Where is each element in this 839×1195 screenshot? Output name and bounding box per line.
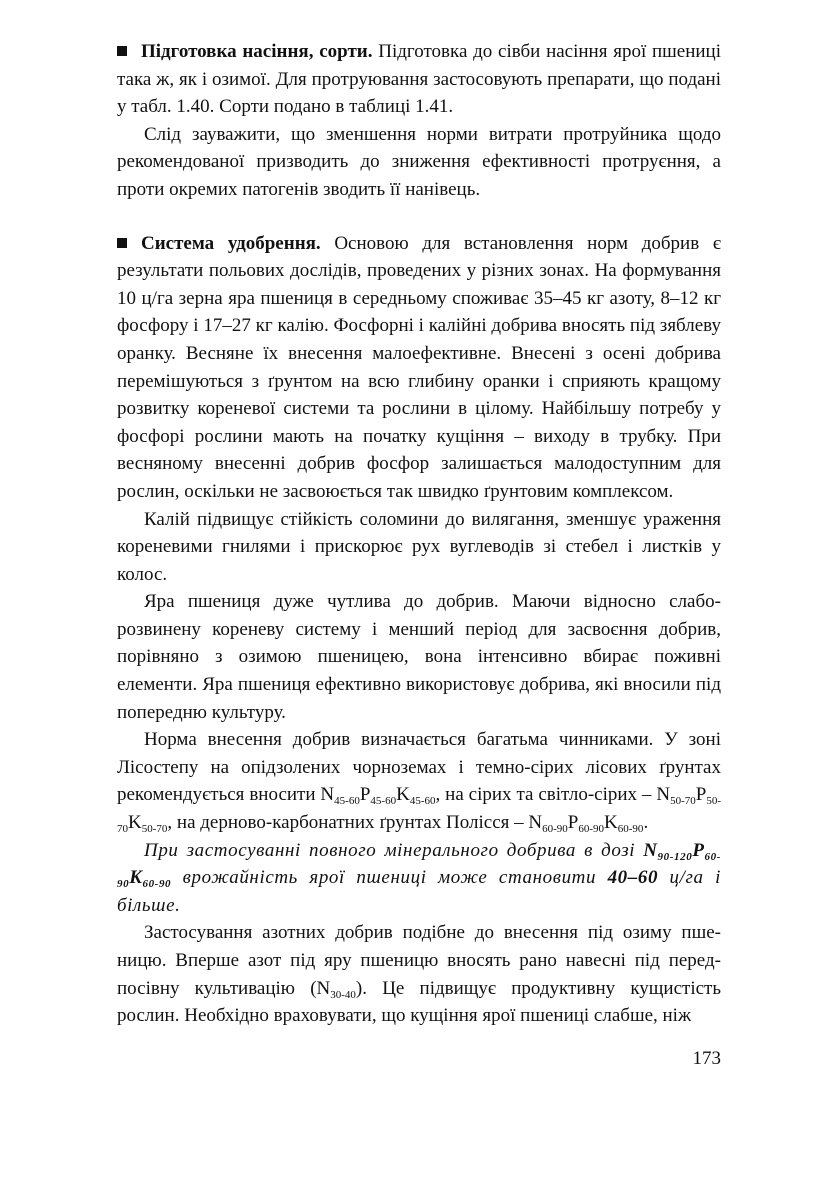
paragraph-nitrogen: Застосування азотних добрив подібне до внесення під озиму пшеницю. Вперше азот під яру пшеницю вносять рано навесні під передпосівну культивацію $(N_{30-40})$. Це підвищує продуктивну кущистість рослин. Необхідно враховувати, що кущіння ярої пшениці слабше, ніж [117,922,722,1027]
paragraph-italic-yield: При застосуванні повного мінерального добрива в дозі $N_{90-120}P_{60-90}K_{60-90}$ врожайність ярої пшениці може становити 40–60 ц/га і більше. [117,839,721,916]
square-bullet-icon [117,46,127,56]
section-heading: Підготовка насіння, сорти. [141,41,373,62]
page-body [117,38,721,1030]
paragraph-text: Підготовка до сівби насіння ярої пшениці така ж, як і озимої. Для протруювання застосовують препарати, що подані у табл. 1.40. Сорти подано в таблиці 1.41. [117,41,721,118]
section-heading: Система удобрення. [141,232,321,254]
section-seed-preparation [117,38,721,121]
square-bullet-icon [117,238,127,248]
paragraph-potassium: Калій підвищує стійкість соломини до вилягання, зменшує ураження кореневими гнилями і прискорює рух вуглеводів зі стебел і листків у колос. [117,508,721,585]
page-number: 173 [692,1048,721,1069]
paragraph-text: Основою для встановлення норм добрив є результати польових дослідів, проведених у різних зонах. На формування 10 ц/га зерна яра пшениця в середньому споживає 35–45 кг азоту, 8–12 кг фосфору і 17–27 кг калію. Фосфорні і калійні добрива вносять під зяблеву оранку. Весняне їх внесення малоефективне. Внесені з осені добрива перемішуються з ґрунтом на всю глибину оранки і сприяють кращому розвитку кореневої системи та рослини в цілому. Найбільшу потребу у фосфорі рослини мають на початку кущіння – виходу в трубку. При весняному внесенні добрив фосфор залишається малодоступним для рослин, оскільки не засвоюється так швидко ґрунтовим комплексом. [117,232,721,502]
paragraph-norm: Норма внесення добрив визначається багатьма чинниками. У зоні Лісостепу на опідзолених чорноземах і темно-сірих лісових ґрунтах рекомендується вносити $N_{45-60}P_{45-60}K_{45-60}$, на сірих та світло-сірих – $N_{50-70}P_{50-70}K_{50-70}$, на дерново-карбонатних ґрунтах Полісся – $N_{60-90}P_{60-90}K_{60-90}$. [117,729,721,836]
section-gap [117,204,721,230]
paragraph-sensitivity: Яра пшениця дуже чутлива до добрив. Маючи відносно слаборозвинену кореневу систему і менший період для засвоєння добрив, порівняно з озимою пшеницею, вона інтенсивно вбирає поживні елементи. Яра пшениця ефективно використовує добрива, які вносили під попередню культуру. [117,591,721,723]
paragraph-note: Слід зауважити, що зменшення норми витрати протруйника щодо рекомендованої призводить до зниження ефективності протруєння, а проти окремих патогенів зводить її нанівець. [117,123,721,200]
section-fertilization [117,230,721,506]
